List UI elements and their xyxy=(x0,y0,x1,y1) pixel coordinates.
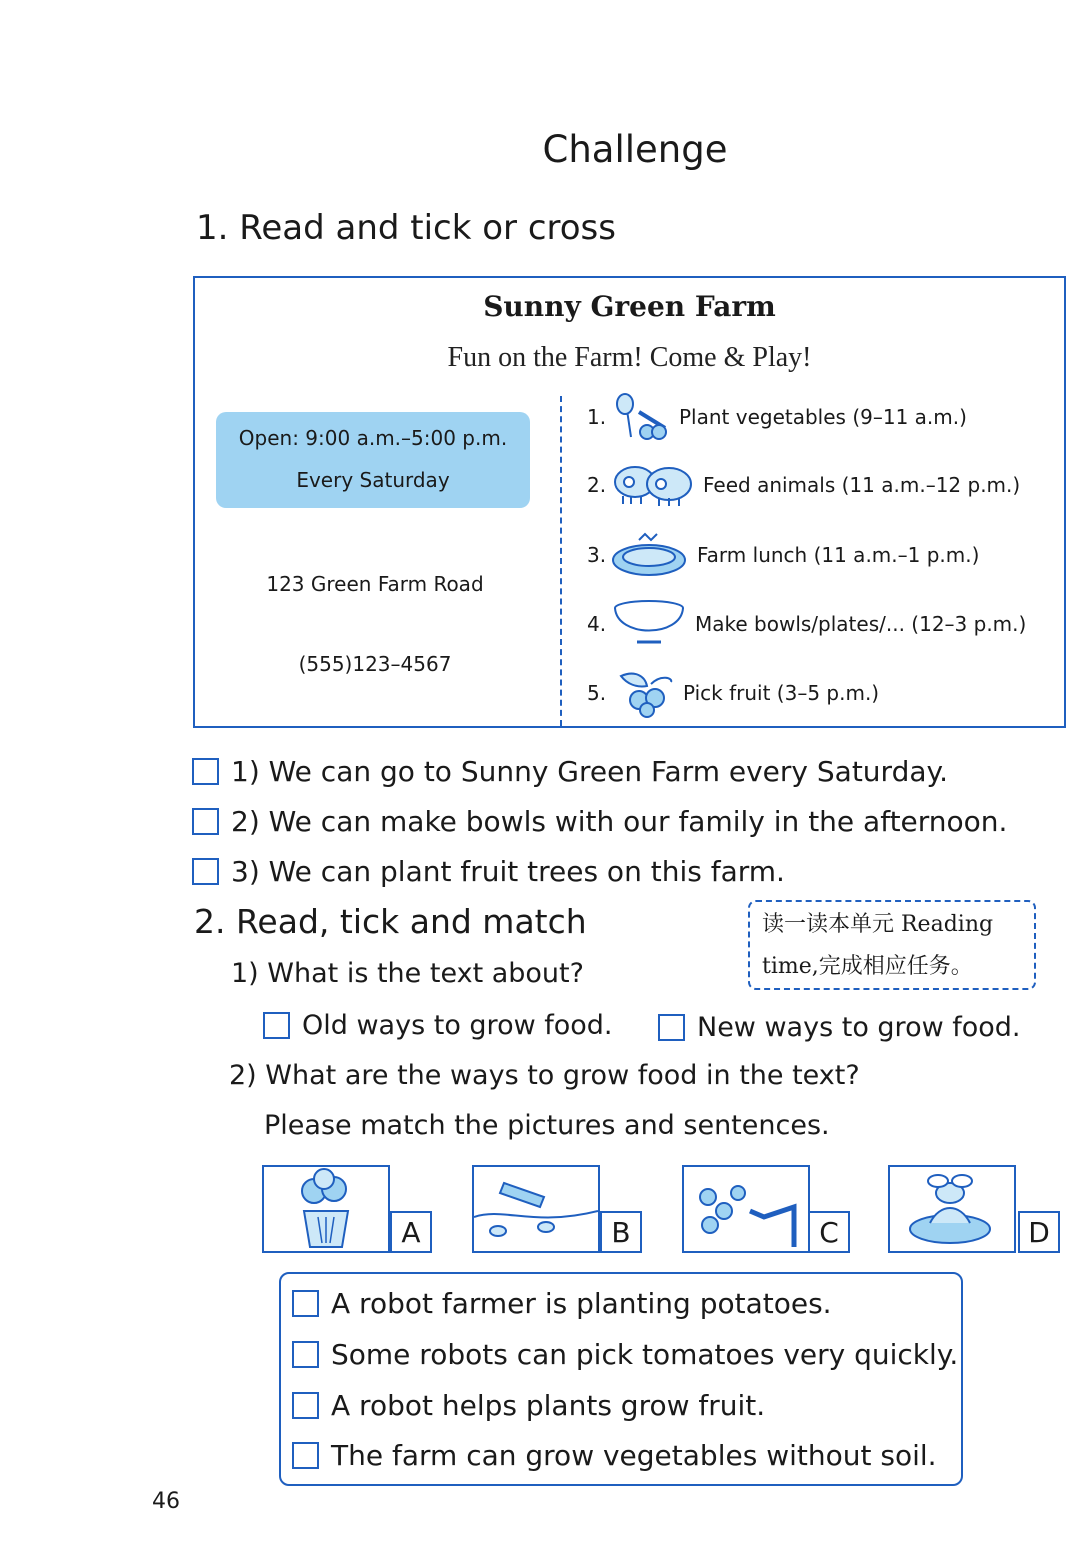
statement-text: 3) We can plant fruit trees on this farm. xyxy=(231,855,785,888)
section1-heading: 1. Read and tick or cross xyxy=(196,208,616,248)
lunch-plate-icon xyxy=(611,530,689,580)
open-hours: Open: 9:00 a.m.–5:00 p.m. xyxy=(238,426,508,450)
tick-box[interactable] xyxy=(263,1012,290,1039)
activity-text: Make bowls/plates/... (12–3 p.m.) xyxy=(695,612,1027,636)
option-text: New ways to grow food. xyxy=(697,1012,1021,1043)
answer-box[interactable] xyxy=(292,1290,319,1317)
picture-c xyxy=(682,1165,810,1253)
robot-picking-tomatoes-icon xyxy=(684,1167,808,1251)
question-1: 1) What is the text about? xyxy=(231,958,584,989)
sheep-icon xyxy=(611,460,695,510)
statement-row xyxy=(192,805,1007,838)
page-number: 46 xyxy=(152,1489,180,1514)
picture-d xyxy=(888,1165,1016,1253)
option-row xyxy=(658,1012,1021,1043)
match-text: Some robots can pick tomatoes very quickly. xyxy=(331,1338,959,1371)
activity-number: 3. xyxy=(587,543,607,567)
match-row xyxy=(292,1287,832,1320)
picture-b xyxy=(472,1165,600,1253)
farm-name: Sunny Green Farm xyxy=(483,290,776,323)
activity-text: Feed animals (11 a.m.–12 p.m.) xyxy=(703,473,1021,497)
section2-heading: 2. Read, tick and match xyxy=(194,902,587,941)
activity-text: Pick fruit (3–5 p.m.) xyxy=(683,681,880,705)
farm-address: 123 Green Farm Road xyxy=(266,572,484,596)
answer-box[interactable] xyxy=(292,1442,319,1469)
activity-text: Plant vegetables (9–11 a.m.) xyxy=(679,405,967,429)
answer-box[interactable] xyxy=(292,1392,319,1419)
statement-row xyxy=(192,755,948,788)
activity-number: 1. xyxy=(587,405,607,429)
hydroponic-plant-icon xyxy=(264,1167,388,1251)
farm-phone: (555)123–4567 xyxy=(298,652,452,676)
tick-box[interactable] xyxy=(192,808,219,835)
match-text: The farm can grow vegetables without soil. xyxy=(331,1439,937,1472)
berries-icon xyxy=(611,668,675,718)
picture-d-label: D xyxy=(1018,1211,1060,1253)
activity-item xyxy=(587,392,967,442)
match-text: A robot helps plants grow fruit. xyxy=(331,1389,766,1422)
farm-slogan: Fun on the Farm! Come & Play! xyxy=(447,342,812,373)
activity-item xyxy=(587,668,879,718)
page-title: Challenge xyxy=(542,128,728,171)
poster-divider xyxy=(560,396,562,726)
option-row xyxy=(263,1010,613,1041)
opening-info xyxy=(216,412,530,508)
question-2: 2) What are the ways to grow food in the text? xyxy=(229,1060,860,1091)
match-row xyxy=(292,1389,765,1422)
statement-text: 2) We can make bowls with our family in the afternoon. xyxy=(231,805,1008,838)
statement-row xyxy=(192,855,785,888)
activity-number: 2. xyxy=(587,473,607,497)
picture-a xyxy=(262,1165,390,1253)
robot-planting-potatoes-icon xyxy=(474,1167,598,1251)
picture-b-label: B xyxy=(600,1211,642,1253)
activity-number: 5. xyxy=(587,681,607,705)
answer-box[interactable] xyxy=(292,1341,319,1368)
activity-item xyxy=(587,460,1020,510)
tick-box[interactable] xyxy=(192,858,219,885)
tick-box[interactable] xyxy=(658,1014,685,1041)
bowl-icon xyxy=(611,598,687,650)
match-text: A robot farmer is planting potatoes. xyxy=(331,1287,832,1320)
match-row xyxy=(292,1338,958,1371)
open-days: Every Saturday xyxy=(296,468,450,492)
question-2-instruction: Please match the pictures and sentences. xyxy=(264,1110,830,1141)
match-row xyxy=(292,1439,937,1472)
option-text: Old ways to grow food. xyxy=(302,1010,613,1041)
picture-a-label: A xyxy=(390,1211,432,1253)
tick-box[interactable] xyxy=(192,758,219,785)
reading-time-note xyxy=(748,900,1036,990)
note-line: time,完成相应任务。 xyxy=(762,954,973,979)
farm-poster xyxy=(193,276,1066,728)
robot-bee-flower-icon xyxy=(890,1167,1014,1251)
activity-item xyxy=(587,598,1026,650)
activity-number: 4. xyxy=(587,612,607,636)
activity-item xyxy=(587,530,979,580)
note-line: 读一读本单元 Reading xyxy=(762,912,994,937)
activity-text: Farm lunch (11 a.m.–1 p.m.) xyxy=(697,543,980,567)
picture-c-label: C xyxy=(808,1211,850,1253)
vegetables-icon xyxy=(611,392,671,442)
statement-text: 1) We can go to Sunny Green Farm every Saturday. xyxy=(231,755,948,788)
